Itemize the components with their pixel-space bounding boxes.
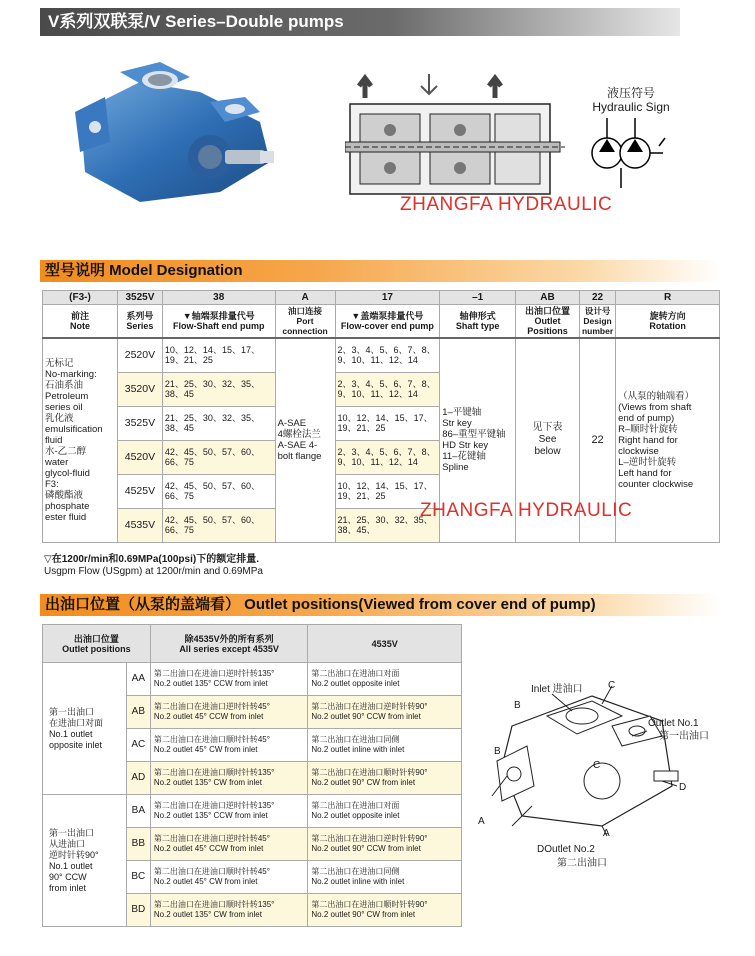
outlet-all-series: 第二出油口在进油口顺时针转135° No.2 outlet 135° CW from inlet bbox=[150, 894, 308, 927]
series-cell: 3520V bbox=[117, 372, 162, 406]
cover-flow-cell: 2、3、4、5、6、7、8、9、10、11、12、14 bbox=[335, 372, 440, 406]
outlet-code: AD bbox=[126, 762, 150, 795]
diagram-c2-label: C bbox=[593, 760, 601, 771]
watermark-middle: ZHANGFA HYDRAULIC bbox=[420, 500, 633, 521]
shaft-flow-cell: 21、25、30、32、35、38、45 bbox=[162, 372, 275, 406]
outlet-4535v: 第二出油口在进油口顺时针转90° No.2 outlet 90° CW from inlet bbox=[308, 762, 462, 795]
diagram-d-label: D bbox=[679, 782, 687, 793]
code-cover-flow: 17 bbox=[335, 291, 440, 305]
hydraulic-sign-en: Hydraulic Sign bbox=[592, 100, 670, 114]
outlet-all-series: 第二出油口在进油口顺时针转45° No.2 outlet 45° CW from inlet bbox=[150, 861, 308, 894]
outlet-cell: 见下表 See below bbox=[516, 338, 580, 542]
code-shaft-flow: 38 bbox=[162, 291, 275, 305]
outlet-4535v: 第二出油口在进油口逆时针转90° No.2 outlet 90° CCW from inlet bbox=[308, 696, 462, 729]
port-cell: A-SAE 4螺栓法兰 A-SAE 4- bolt flange bbox=[275, 338, 335, 542]
outlet-code: BA bbox=[126, 795, 150, 828]
shaft-type-cell: 1–平键轴 Str key 86–重型平键轴 HD Str key 11–花键轴 Spline bbox=[440, 338, 516, 542]
outlet-header-4535v: 4535V bbox=[308, 625, 462, 663]
cover-flow-cell: 10、12、14、15、17、19、21、25 bbox=[335, 474, 440, 508]
shaft-flow-cell: 10、12、14、15、17、19、21、25 bbox=[162, 338, 275, 372]
diagram-a2-label: A bbox=[603, 828, 610, 839]
header-design: 设计号 Design number bbox=[579, 305, 615, 339]
diagram-b-label: B bbox=[514, 700, 521, 711]
header-rotation: 旋转方向 Rotation bbox=[616, 305, 720, 339]
footnote-cn: ▽在1200r/min和0.69MPa(100psi)下的额定排量. bbox=[44, 554, 259, 565]
outlet-group-b: 第一出油口 从进油口 逆时针转90° No.1 outlet 90° CCW from inlet bbox=[43, 795, 127, 927]
outlet-all-series: 第二出油口在进油口逆时针转45° No.2 outlet 45° CCW from inlet bbox=[150, 828, 308, 861]
outlet-all-series: 第二出油口在进油口逆时针转135° No.2 outlet 135° CCW from inlet bbox=[150, 795, 308, 828]
outlet-all-series: 第二出油口在进油口逆时针转135° No.2 outlet 135° CCW from inlet bbox=[150, 663, 308, 696]
diagram-c-label: C bbox=[608, 680, 616, 691]
footnote-en: Usgpm Flow (USgpm) at 1200r/min and 0.69MPa bbox=[44, 566, 263, 577]
note-cell: 无标记 No-marking: 石油系油 Petroleum series oil 乳化液 emulsification fluid 水-乙二醇 water glycol-fluid F3: 磷酸酯液 phosphate ester fluid bbox=[43, 338, 118, 542]
outlet-all-series: 第二出油口在进油口顺时针转135° No.2 outlet 135° CW from inlet bbox=[150, 762, 308, 795]
diagram-outlet1-en: Outlet No.1 bbox=[648, 718, 699, 729]
code-series: 3525V bbox=[117, 291, 162, 305]
outlet-position-diagram bbox=[472, 676, 722, 876]
shaft-flow-cell: 21、25、30、32、35、38、45 bbox=[162, 406, 275, 440]
code-shaft-type: –1 bbox=[440, 291, 516, 305]
outlet-code: AC bbox=[126, 729, 150, 762]
diagram-outlet1-cn: 第一出油口 bbox=[659, 731, 709, 742]
model-designation-heading: 型号说明 Model Designation bbox=[40, 260, 720, 282]
header-series: 系列号 Series bbox=[117, 305, 162, 339]
outlet-4535v: 第二出油口在进油口对面 No.2 outlet opposite inlet bbox=[308, 663, 462, 696]
diagram-a-label: A bbox=[478, 816, 485, 827]
header-outlet: 出油口位置 Outlet Positions bbox=[516, 305, 580, 339]
series-cell: 4520V bbox=[117, 440, 162, 474]
pump-photo bbox=[60, 52, 280, 222]
code-rotation: R bbox=[616, 291, 720, 305]
diagram-outlet2-cn: 第二出油口 bbox=[557, 858, 607, 869]
page-title: V系列双联泵/V Series–Double pumps bbox=[40, 8, 680, 36]
header-shaft-type: 轴伸形式 Shaft type bbox=[440, 305, 516, 339]
outlet-4535v: 第二出油口在进油口对面 No.2 outlet opposite inlet bbox=[308, 795, 462, 828]
hydraulic-sign-cn: 液压符号 bbox=[606, 86, 655, 100]
outlet-positions-table bbox=[42, 624, 462, 927]
cover-flow-cell: 10、12、14、15、17、19、21、25 bbox=[335, 406, 440, 440]
shaft-flow-cell: 42、45、50、57、60、66、75 bbox=[162, 508, 275, 542]
outlet-header-positions: 出油口位置 Outlet positions bbox=[43, 625, 151, 663]
design-cell: 22 bbox=[579, 338, 615, 542]
hydraulic-symbol bbox=[585, 118, 670, 193]
outlet-4535v: 第二出油口在进油口逆时针转90° No.2 outlet 90° CCW from inlet bbox=[308, 828, 462, 861]
outlet-4535v: 第二出油口在进油口同侧 No.2 outlet inline with inlet bbox=[308, 729, 462, 762]
outlet-code: BB bbox=[126, 828, 150, 861]
header-port: 油口连接 Port connection bbox=[275, 305, 335, 339]
outlet-positions-heading: 出油口位置（从泵的盖端看） Outlet positions(Viewed from cover end of pump) bbox=[40, 594, 720, 616]
outlet-all-series: 第二出油口在进油口顺时针转45° No.2 outlet 45° CW from inlet bbox=[150, 729, 308, 762]
cover-flow-cell: 2、3、4、5、6、7、8、9、10、11、12、14 bbox=[335, 338, 440, 372]
series-cell: 3525V bbox=[117, 406, 162, 440]
series-cell: 4535V bbox=[117, 508, 162, 542]
outlet-code: AA bbox=[126, 663, 150, 696]
diagram-inlet-label: Inlet 进油口 bbox=[531, 684, 583, 695]
outlet-header-all-series: 除4535V外的所有系列 All series except 4535V bbox=[150, 625, 308, 663]
rotation-cell: （从泵的轴端看） (Views from shaft end of pump) R–顺时针旋转 Right hand for clockwise L–逆时针旋转 Left hand for counter clockwise bbox=[616, 338, 720, 542]
watermark-top: ZHANGFA HYDRAULIC bbox=[400, 194, 613, 215]
outlet-4535v: 第二出油口在进油口顺时针转90° No.2 outlet 90° CW from inlet bbox=[308, 894, 462, 927]
diagram-b2-label: B bbox=[494, 746, 501, 757]
flow-footnote bbox=[44, 554, 263, 578]
shaft-flow-cell: 42、45、50、57、60、66、75 bbox=[162, 474, 275, 508]
cover-flow-cell: 21、25、30、32、35、38、45、 bbox=[335, 508, 440, 542]
hydraulic-sign-title bbox=[586, 86, 676, 114]
outlet-all-series: 第二出油口在进油口逆时针转45° No.2 outlet 45° CCW from inlet bbox=[150, 696, 308, 729]
code-design: 22 bbox=[579, 291, 615, 305]
series-cell: 4525V bbox=[117, 474, 162, 508]
header-note: 前注 Note bbox=[43, 305, 118, 339]
outlet-group-a: 第一出油口 在进油口对面 No.1 outlet opposite inlet bbox=[43, 663, 127, 795]
outlet-4535v: 第二出油口在进油口同侧 No.2 outlet inline with inlet bbox=[308, 861, 462, 894]
code-note: (F3-) bbox=[43, 291, 118, 305]
outlet-code: BC bbox=[126, 861, 150, 894]
diagram-outlet2-en: DOutlet No.2 bbox=[537, 844, 595, 855]
header-shaft-flow: ▼轴端泵排量代号 Flow-Shaft end pump bbox=[162, 305, 275, 339]
header-cover-flow: ▼盖端泵排量代号 Flow-cover end pump bbox=[335, 305, 440, 339]
outlet-code: AB bbox=[126, 696, 150, 729]
code-outlet: AB bbox=[516, 291, 580, 305]
cover-flow-cell: 2、3、4、5、6、7、8、9、10、11、12、14 bbox=[335, 440, 440, 474]
shaft-flow-cell: 42、45、50、57、60、66、75 bbox=[162, 440, 275, 474]
series-cell: 2520V bbox=[117, 338, 162, 372]
outlet-code: BD bbox=[126, 894, 150, 927]
code-port: A bbox=[275, 291, 335, 305]
section-drawing bbox=[345, 70, 565, 200]
